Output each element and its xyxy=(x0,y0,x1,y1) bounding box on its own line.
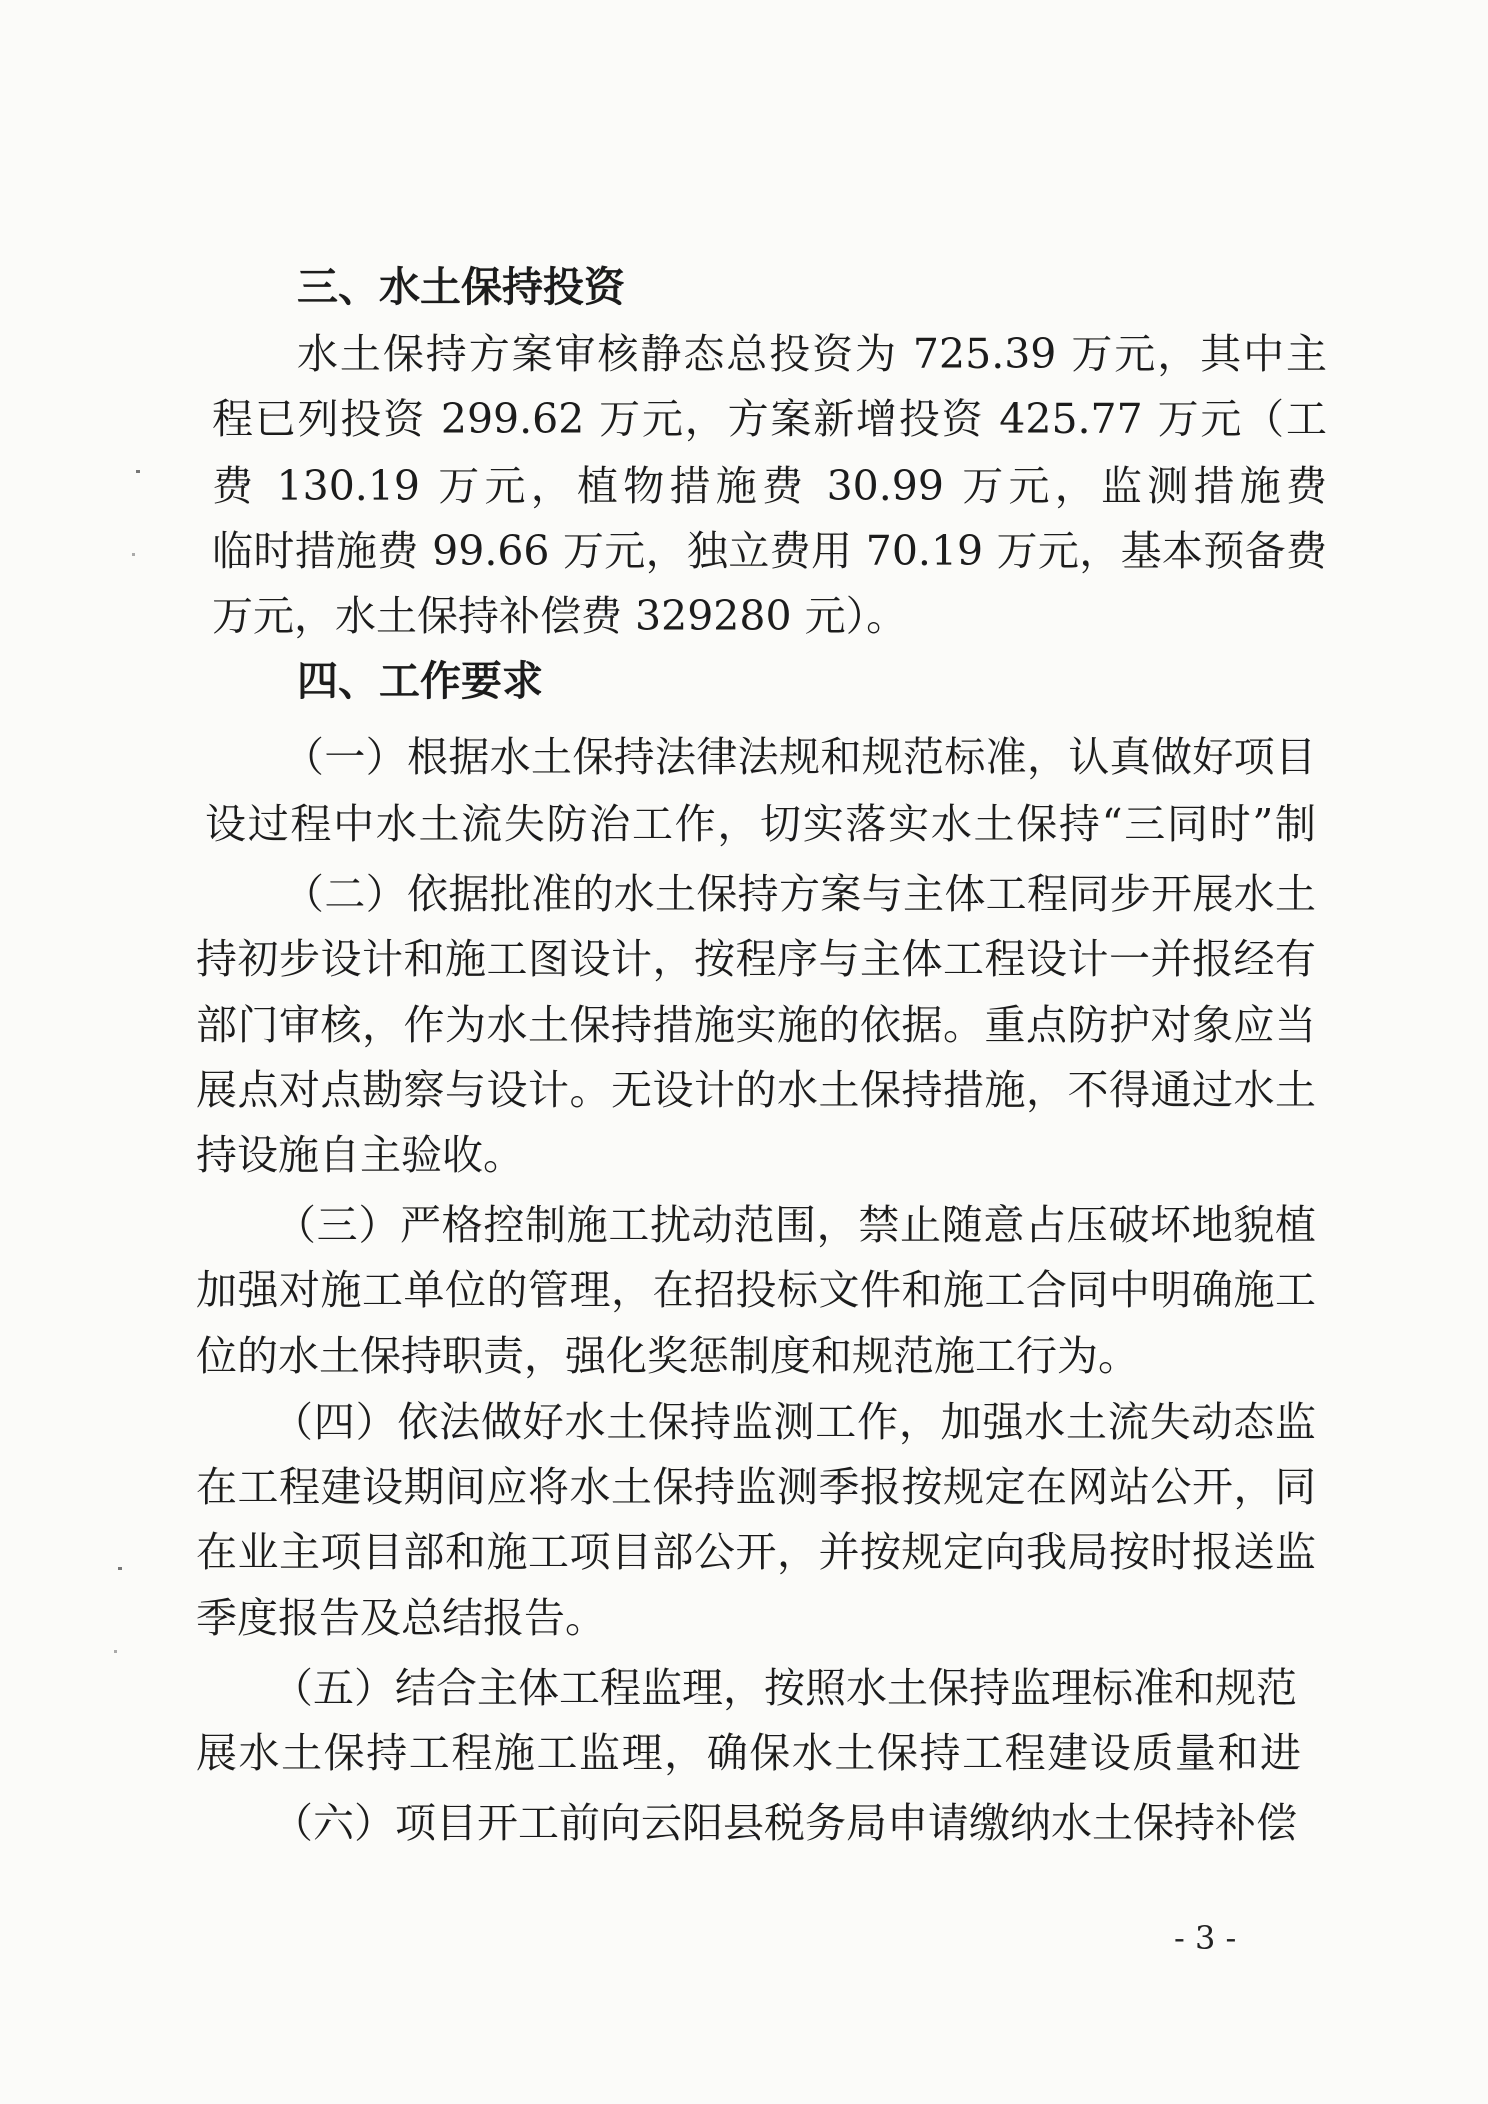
paragraph-line: （四）依法做好水土保持监测工作，加强水土流失动态监 xyxy=(272,1398,1316,1446)
paragraph-line: （三）严格控制施工扰动范围，禁止随意占压破坏地貌植 xyxy=(275,1201,1316,1249)
paragraph-line: 展点对点勘察与设计。无设计的水土保持措施，不得通过水土 xyxy=(196,1066,1316,1114)
paragraph-line: （二）依据批准的水土保持方案与主体工程同步开展水土 xyxy=(283,870,1316,918)
paragraph-line: 展水土保持工程施工监理，确保水土保持工程建设质量和进 xyxy=(196,1729,1301,1777)
paragraph-line: 在业主项目部和施工项目部公开，并按规定向我局按时报送监 xyxy=(196,1528,1316,1576)
paragraph-line: 持设施自主验收。 xyxy=(196,1131,524,1179)
scan-speck xyxy=(136,470,140,473)
paragraph-line: 持初步设计和施工图设计，按程序与主体工程设计一并报经有 xyxy=(196,935,1316,983)
paragraph-line: （一）根据水土保持法律法规和规范标准，认真做好项目 xyxy=(283,733,1316,781)
paragraph-line: 临时措施费 99.66 万元，独立费用 70.19 万元，基本预备费 xyxy=(212,527,1327,575)
paragraph-line: 程已列投资 299.62 万元，方案新增投资 425.77 万元（工 xyxy=(212,395,1327,443)
heading-investment: 三、水土保持投资 xyxy=(297,263,625,311)
paragraph-line: 万元，水土保持补偿费 329280 元）。 xyxy=(212,592,908,640)
paragraph-line: 加强对施工单位的管理，在招投标文件和施工合同中明确施工 xyxy=(196,1266,1316,1314)
paragraph-line: 费 130.19 万元，植物措施费 30.99 万元，监测措施费 xyxy=(212,462,1327,510)
heading-requirements: 四、工作要求 xyxy=(297,657,543,705)
scan-speck xyxy=(118,1567,122,1570)
paragraph-line: （六）项目开工前向云阳县税务局申请缴纳水土保持补偿 xyxy=(272,1799,1297,1847)
page-number: - 3 - xyxy=(1174,1919,1237,1957)
scan-speck xyxy=(132,553,135,556)
paragraph-line: 部门审核，作为水土保持措施实施的依据。重点防护对象应当 xyxy=(196,1001,1316,1049)
paragraph-line: 水土保持方案审核静态总投资为 725.39 万元，其中主 xyxy=(297,330,1327,378)
paragraph-line: （五）结合主体工程监理，按照水土保持监理标准和规范 xyxy=(272,1664,1297,1712)
paragraph-line: 季度报告及总结报告。 xyxy=(196,1594,606,1642)
paragraph-line: 设过程中水土流失防治工作，切实落实水土保持“三同时”制 xyxy=(205,800,1316,848)
paragraph-line: 位的水土保持职责，强化奖惩制度和规范施工行为。 xyxy=(196,1332,1139,1380)
paragraph-line: 在工程建设期间应将水土保持监测季报按规定在网站公开，同 xyxy=(196,1463,1316,1511)
scan-speck xyxy=(114,1650,117,1653)
